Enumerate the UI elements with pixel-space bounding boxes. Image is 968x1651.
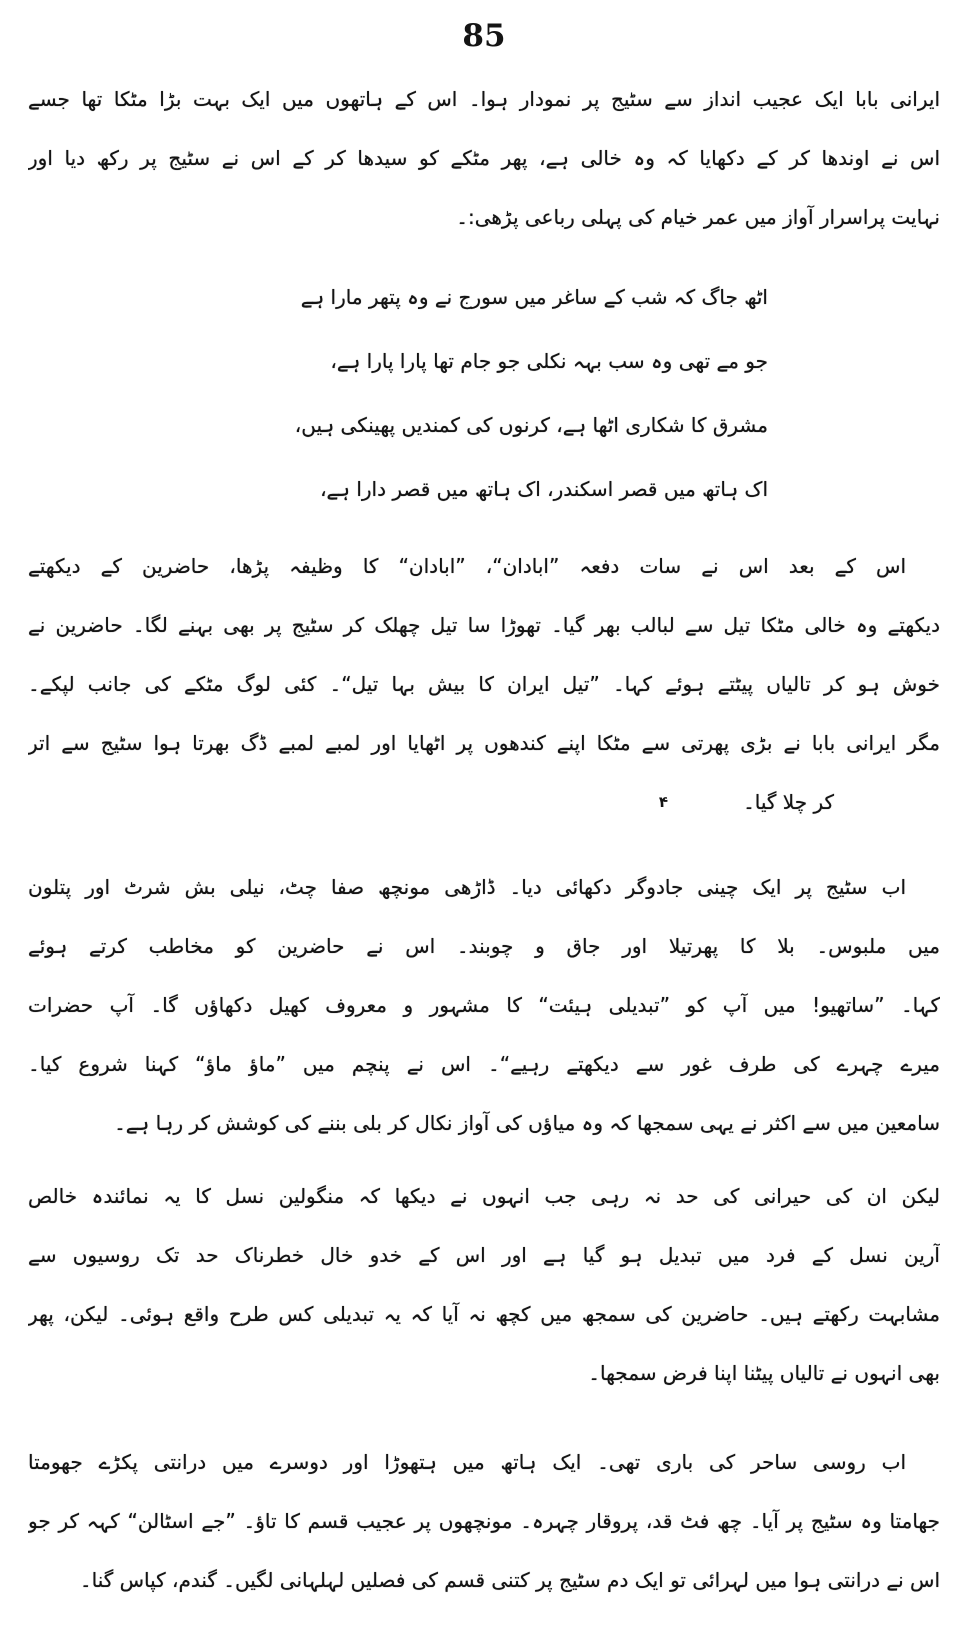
verse-line: اک ہاتھ میں قصر اسکندر، اک ہاتھ میں قصر دارا ہے، (320, 477, 768, 501)
paragraph-1 (28, 70, 940, 247)
text-line (28, 773, 940, 832)
text-line: میرے چہرے کی طرف غور سے دیکھتے رہیے“۔ اس نے پنچم میں ”ماؤ ماؤ“ کہنا شروع کیا۔ (28, 1052, 940, 1076)
verse-line: اٹھ جاگ کہ شب کے ساغر میں سورج نے وہ پتھر مارا ہے (300, 285, 768, 309)
text-line: اب سٹیج پر ایک چینی جادوگر دکھائی دیا۔ ڈاڑھی مونچھ صفا چٹ، نیلی بش شرٹ اور پتلون (28, 875, 906, 899)
text-line: دیکھتے وہ خالی مٹکا تیل سے لبالب بھر گیا۔ تھوڑا سا تیل چھلک کر سٹیج پر بھی بہنے لگا۔ حاضرین نے (28, 613, 940, 637)
text-line: جھامتا وہ سٹیج پر آیا۔ چھ فٹ قد، پروقار چہرہ۔ مونچھوں پر عجیب قسم کا تاؤ۔ ”جے اسٹالن“ کہہ کر جو (28, 1509, 940, 1533)
paragraph-5 (28, 1433, 940, 1610)
text-line: مشابہت رکھتے ہیں۔ حاضرین کی سمجھ میں کچھ نہ آیا کہ یہ تبدیلی کس طرح واقع ہوئی۔ لیکن، پھر (28, 1302, 940, 1326)
text-line: اب روسی ساحر کی باری تھی۔ ایک ہاتھ میں ہتھوڑا اور دوسرے میں درانتی پکڑے جھومتا (28, 1450, 906, 1474)
text-line: اس کے بعد اس نے سات دفعہ ”ابادان“، ”ابادان“ کا وظیفہ پڑھا، حاضرین کے دیکھتے (28, 554, 906, 578)
text-line: خوش ہو کر تالیاں پیٹتے ہوئے کہا۔ ”تیل ایران کا بیش بہا تیل“۔ کئی لوگ مٹکے کی جانب لپکے۔ (28, 672, 940, 696)
stray-print-mark: ۴ (658, 793, 668, 811)
text-line: اس نے درانتی ہوا میں لہرائی تو ایک دم سٹیج پر کتنی قسم کی فصلیں لہلہانی لگیں۔ گندم، کپاس گنا۔ (79, 1568, 940, 1592)
line-text: کر چلا گیا۔ (743, 790, 834, 814)
rubai-verse-block (28, 265, 768, 521)
paragraph-4 (28, 1167, 940, 1403)
verse-line: مشرق کا شکاری اٹھا ہے، کرنوں کی کمندیں پھینکی ہیں، (294, 413, 768, 437)
text-line: مگر ایرانی بابا نے بڑی پھرتی سے مٹکا اپنے کندھوں پر اٹھایا اور لمبے لمبے ڈگ بھرتا ہوا سٹیج سے اتر (28, 731, 940, 755)
text-line: اس نے اوندھا کر کے دکھایا کہ وہ خالی ہے، پھر مٹکے کو سیدھا کر کے اس نے سٹیج پر رکھ دیا اور (28, 146, 940, 170)
paragraph-2 (28, 537, 940, 832)
paragraph-3 (28, 858, 940, 1153)
text-line: میں ملبوس۔ بلا کا پھرتیلا اور جاق و چوبند۔ اس نے حاضرین کو مخاطب کرتے ہوئے (28, 934, 940, 958)
text-line: سامعین میں سے اکثر نے یہی سمجھا کہ وہ میاؤں کی آواز نکال کر بلی بننے کی کوشش کر رہا ہے۔ (114, 1111, 940, 1135)
text-line: آرین نسل کے فرد میں تبدیل ہو گیا ہے اور اس کے خدو خال خطرناک حد تک روسیوں سے (28, 1243, 940, 1267)
verse-line: جو مے تھی وہ سب بہہ نکلی جو جام تھا پارا پارا ہے، (330, 349, 768, 373)
text-line: لیکن ان کی حیرانی کی حد نہ رہی جب انہوں نے دیکھا کہ منگولین نسل کا یہ نمائندہ خالص (28, 1184, 940, 1208)
text-line: کہا۔ ”ساتھیو! میں آپ کو ”تبدیلی ہیئت“ کا مشہور و معروف کھیل دکھاؤں گا۔ آپ حضرات (28, 993, 940, 1017)
page-number: 85 (462, 18, 506, 54)
text-line: بھی انہوں نے تالیاں پیٹنا اپنا فرض سمجھا۔ (588, 1361, 940, 1385)
text-line: نہایت پراسرار آواز میں عمر خیام کی پہلی رباعی پڑھی:۔ (456, 205, 940, 229)
text-line: ایرانی بابا ایک عجیب انداز سے سٹیج پر نمودار ہوا۔ اس کے ہاتھوں میں ایک بہت بڑا مٹکا تھا جسے (28, 87, 940, 111)
